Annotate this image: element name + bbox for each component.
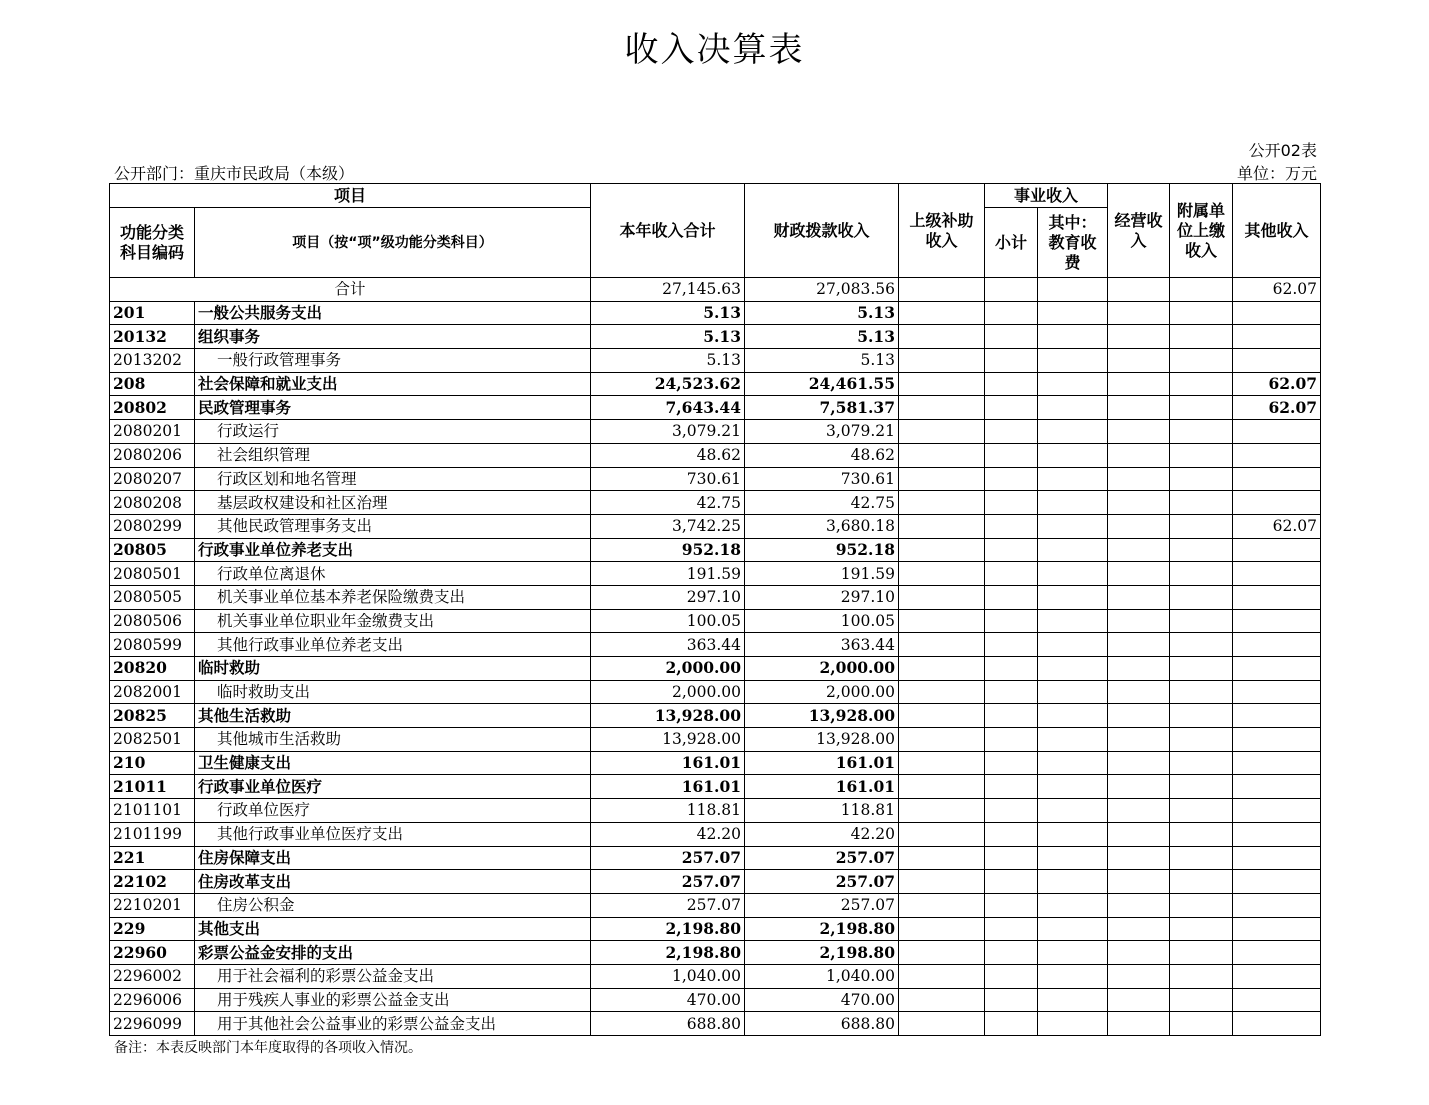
row-other: [1233, 443, 1321, 467]
header-affiliated: 附属单位上缴收入: [1170, 184, 1233, 278]
row-name: 临时救助: [195, 657, 591, 681]
row-fiscal: 2,000.00: [745, 680, 899, 704]
total-fiscal-value: 27,083.56: [745, 278, 899, 302]
header-business-income: 事业收入: [985, 184, 1108, 208]
row-fiscal: 3,680.18: [745, 514, 899, 538]
header-item-name: 项目（按“项”级功能分类科目）: [195, 208, 591, 278]
row-name: 用于残疾人事业的彩票公益金支出: [195, 988, 591, 1012]
row-code: 2080206: [110, 443, 195, 467]
row-other: [1233, 941, 1321, 965]
row-other: [1233, 893, 1321, 917]
row-fiscal: 5.13: [745, 301, 899, 325]
row-name: 行政事业单位医疗: [195, 775, 591, 799]
table-row: [110, 349, 1321, 373]
row-other: [1233, 704, 1321, 728]
row-code: 2101199: [110, 822, 195, 846]
header-func-code: 功能分类科目编码: [110, 208, 195, 278]
row-total: 363.44: [591, 633, 745, 657]
row-fiscal: 257.07: [745, 893, 899, 917]
row-total: 952.18: [591, 538, 745, 562]
row-other: [1233, 585, 1321, 609]
header-superior-subsidy: 上级补助收入: [899, 184, 985, 278]
table-row: [110, 704, 1321, 728]
header-total-income: 本年收入合计: [591, 184, 745, 278]
row-total: 42.20: [591, 822, 745, 846]
row-code: 2296002: [110, 964, 195, 988]
table-row: [110, 396, 1321, 420]
row-fiscal: 688.80: [745, 1012, 899, 1036]
row-name: 住房公积金: [195, 893, 591, 917]
row-fiscal: 161.01: [745, 751, 899, 775]
row-fiscal: 363.44: [745, 633, 899, 657]
header-subtotal: 小计: [985, 208, 1038, 278]
header-project: 项目: [110, 184, 591, 208]
row-total: 24,523.62: [591, 372, 745, 396]
table-row: [110, 420, 1321, 444]
row-name: 其他支出: [195, 917, 591, 941]
row-code: 229: [110, 917, 195, 941]
row-fiscal: 1,040.00: [745, 964, 899, 988]
row-code: 20820: [110, 657, 195, 681]
row-name: 用于社会福利的彩票公益金支出: [195, 964, 591, 988]
table-row: [110, 467, 1321, 491]
row-other: [1233, 538, 1321, 562]
row-fiscal: 161.01: [745, 775, 899, 799]
total-label: 合计: [110, 278, 591, 302]
row-total: 2,198.80: [591, 941, 745, 965]
row-other: [1233, 870, 1321, 894]
row-total: 100.05: [591, 609, 745, 633]
row-name: 行政区划和地名管理: [195, 467, 591, 491]
table-row: [110, 988, 1321, 1012]
total-other-value: 62.07: [1233, 278, 1321, 302]
row-total: 688.80: [591, 1012, 745, 1036]
row-fiscal: 470.00: [745, 988, 899, 1012]
row-code: 2296006: [110, 988, 195, 1012]
table-row: [110, 325, 1321, 349]
table-row: [110, 633, 1321, 657]
row-code: 2080299: [110, 514, 195, 538]
row-code: 2080501: [110, 562, 195, 586]
table-row: [110, 538, 1321, 562]
row-name: 其他民政管理事务支出: [195, 514, 591, 538]
row-total: 48.62: [591, 443, 745, 467]
row-name: 住房改革支出: [195, 870, 591, 894]
row-total: 2,198.80: [591, 917, 745, 941]
row-code: 2013202: [110, 349, 195, 373]
row-total: 297.10: [591, 585, 745, 609]
row-code: 2080599: [110, 633, 195, 657]
row-total: 42.75: [591, 491, 745, 515]
row-other: [1233, 775, 1321, 799]
row-fiscal: 2,198.80: [745, 941, 899, 965]
row-other: [1233, 751, 1321, 775]
row-fiscal: 952.18: [745, 538, 899, 562]
row-total: 1,040.00: [591, 964, 745, 988]
table-row: [110, 585, 1321, 609]
row-name: 组织事务: [195, 325, 591, 349]
table-row: [110, 870, 1321, 894]
row-code: 21011: [110, 775, 195, 799]
unit-label: 单位：万元: [1236, 164, 1317, 183]
row-total: 161.01: [591, 775, 745, 799]
row-fiscal: 2,198.80: [745, 917, 899, 941]
row-other: [1233, 301, 1321, 325]
row-fiscal: 48.62: [745, 443, 899, 467]
row-code: 2082501: [110, 728, 195, 752]
row-fiscal: 24,461.55: [745, 372, 899, 396]
table-row: [110, 491, 1321, 515]
row-code: 20802: [110, 396, 195, 420]
row-other: [1233, 799, 1321, 823]
row-name: 彩票公益金安排的支出: [195, 941, 591, 965]
table-row: [110, 609, 1321, 633]
row-other: [1233, 491, 1321, 515]
row-fiscal: 257.07: [745, 846, 899, 870]
row-total: 257.07: [591, 846, 745, 870]
table-row: [110, 443, 1321, 467]
footnote: 备注：本表反映部门本年度取得的各项收入情况。: [114, 1040, 422, 1056]
header-fiscal: 财政拨款收入: [745, 184, 899, 278]
row-total: 5.13: [591, 325, 745, 349]
row-total: 191.59: [591, 562, 745, 586]
row-name: 机关事业单位职业年金缴费支出: [195, 609, 591, 633]
table-row: [110, 846, 1321, 870]
row-code: 22102: [110, 870, 195, 894]
table-row: [110, 372, 1321, 396]
row-code: 2082001: [110, 680, 195, 704]
row-code: 210: [110, 751, 195, 775]
row-name: 社会保障和就业支出: [195, 372, 591, 396]
row-total: 3,742.25: [591, 514, 745, 538]
total-income-value: 27,145.63: [591, 278, 745, 302]
row-other: [1233, 325, 1321, 349]
row-total: 257.07: [591, 870, 745, 894]
row-name: 行政单位医疗: [195, 799, 591, 823]
row-fiscal: 5.13: [745, 349, 899, 373]
row-code: 20132: [110, 325, 195, 349]
row-name: 其他行政事业单位养老支出: [195, 633, 591, 657]
row-name: 行政事业单位养老支出: [195, 538, 591, 562]
row-name: 基层政权建设和社区治理: [195, 491, 591, 515]
table-row: [110, 514, 1321, 538]
row-code: 2080207: [110, 467, 195, 491]
row-code: 20805: [110, 538, 195, 562]
row-total: 730.61: [591, 467, 745, 491]
row-code: 22960: [110, 941, 195, 965]
row-other: [1233, 846, 1321, 870]
row-fiscal: 2,000.00: [745, 657, 899, 681]
row-other: [1233, 1012, 1321, 1036]
row-name: 行政运行: [195, 420, 591, 444]
row-other: [1233, 467, 1321, 491]
row-code: 2210201: [110, 893, 195, 917]
table-row: [110, 680, 1321, 704]
row-other: [1233, 917, 1321, 941]
row-code: 2080505: [110, 585, 195, 609]
income-table: [109, 183, 1321, 1036]
table-row: [110, 964, 1321, 988]
row-code: 2101101: [110, 799, 195, 823]
form-code: 公开02表: [1248, 141, 1317, 160]
row-other: 62.07: [1233, 514, 1321, 538]
row-total: 5.13: [591, 349, 745, 373]
row-other: 62.07: [1233, 396, 1321, 420]
row-fiscal: 118.81: [745, 799, 899, 823]
row-total: 257.07: [591, 893, 745, 917]
row-other: [1233, 657, 1321, 681]
row-code: 208: [110, 372, 195, 396]
row-name: 其他生活救助: [195, 704, 591, 728]
row-fiscal: 42.20: [745, 822, 899, 846]
table-row: [110, 728, 1321, 752]
row-fiscal: 3,079.21: [745, 420, 899, 444]
row-total: 7,643.44: [591, 396, 745, 420]
row-other: [1233, 988, 1321, 1012]
row-name: 民政管理事务: [195, 396, 591, 420]
row-code: 2080506: [110, 609, 195, 633]
row-other: [1233, 964, 1321, 988]
row-name: 机关事业单位基本养老保险缴费支出: [195, 585, 591, 609]
row-total: 470.00: [591, 988, 745, 1012]
row-code: 2296099: [110, 1012, 195, 1036]
row-name: 住房保障支出: [195, 846, 591, 870]
row-fiscal: 5.13: [745, 325, 899, 349]
row-fiscal: 13,928.00: [745, 728, 899, 752]
table-row: [110, 775, 1321, 799]
row-code: 2080208: [110, 491, 195, 515]
row-name: 社会组织管理: [195, 443, 591, 467]
row-name: 其他行政事业单位医疗支出: [195, 822, 591, 846]
row-fiscal: 42.75: [745, 491, 899, 515]
total-row: [110, 278, 1321, 302]
row-other: [1233, 633, 1321, 657]
row-fiscal: 13,928.00: [745, 704, 899, 728]
row-total: 13,928.00: [591, 704, 745, 728]
row-name: 一般行政管理事务: [195, 349, 591, 373]
row-other: [1233, 349, 1321, 373]
row-fiscal: 257.07: [745, 870, 899, 894]
table-row: [110, 301, 1321, 325]
row-total: 2,000.00: [591, 680, 745, 704]
row-total: 5.13: [591, 301, 745, 325]
row-name: 卫生健康支出: [195, 751, 591, 775]
row-other: [1233, 728, 1321, 752]
row-code: 20825: [110, 704, 195, 728]
table-row: [110, 657, 1321, 681]
row-fiscal: 191.59: [745, 562, 899, 586]
row-total: 13,928.00: [591, 728, 745, 752]
row-name: 一般公共服务支出: [195, 301, 591, 325]
row-code: 221: [110, 846, 195, 870]
row-name: 行政单位离退休: [195, 562, 591, 586]
header-edu-fee: 其中：教育收费: [1038, 208, 1108, 278]
row-total: 161.01: [591, 751, 745, 775]
row-total: 118.81: [591, 799, 745, 823]
row-code: 201: [110, 301, 195, 325]
row-fiscal: 7,581.37: [745, 396, 899, 420]
table-row: [110, 822, 1321, 846]
row-total: 3,079.21: [591, 420, 745, 444]
department-label: 公开部门：重庆市民政局（本级）: [114, 164, 355, 183]
row-fiscal: 297.10: [745, 585, 899, 609]
row-fiscal: 730.61: [745, 467, 899, 491]
row-code: 2080201: [110, 420, 195, 444]
row-name: 临时救助支出: [195, 680, 591, 704]
row-other: [1233, 822, 1321, 846]
header-operating: 经营收入: [1108, 184, 1170, 278]
page-title: 收入决算表: [624, 30, 805, 70]
row-total: 2,000.00: [591, 657, 745, 681]
table-row: [110, 799, 1321, 823]
row-name: 用于其他社会公益事业的彩票公益金支出: [195, 1012, 591, 1036]
table-row: [110, 1012, 1321, 1036]
header-other: 其他收入: [1233, 184, 1321, 278]
row-fiscal: 100.05: [745, 609, 899, 633]
row-other: 62.07: [1233, 372, 1321, 396]
table-row: [110, 751, 1321, 775]
table-row: [110, 941, 1321, 965]
table-row: [110, 917, 1321, 941]
row-other: [1233, 609, 1321, 633]
row-name: 其他城市生活救助: [195, 728, 591, 752]
row-other: [1233, 420, 1321, 444]
row-other: [1233, 680, 1321, 704]
table-row: [110, 893, 1321, 917]
table-row: [110, 562, 1321, 586]
row-other: [1233, 562, 1321, 586]
